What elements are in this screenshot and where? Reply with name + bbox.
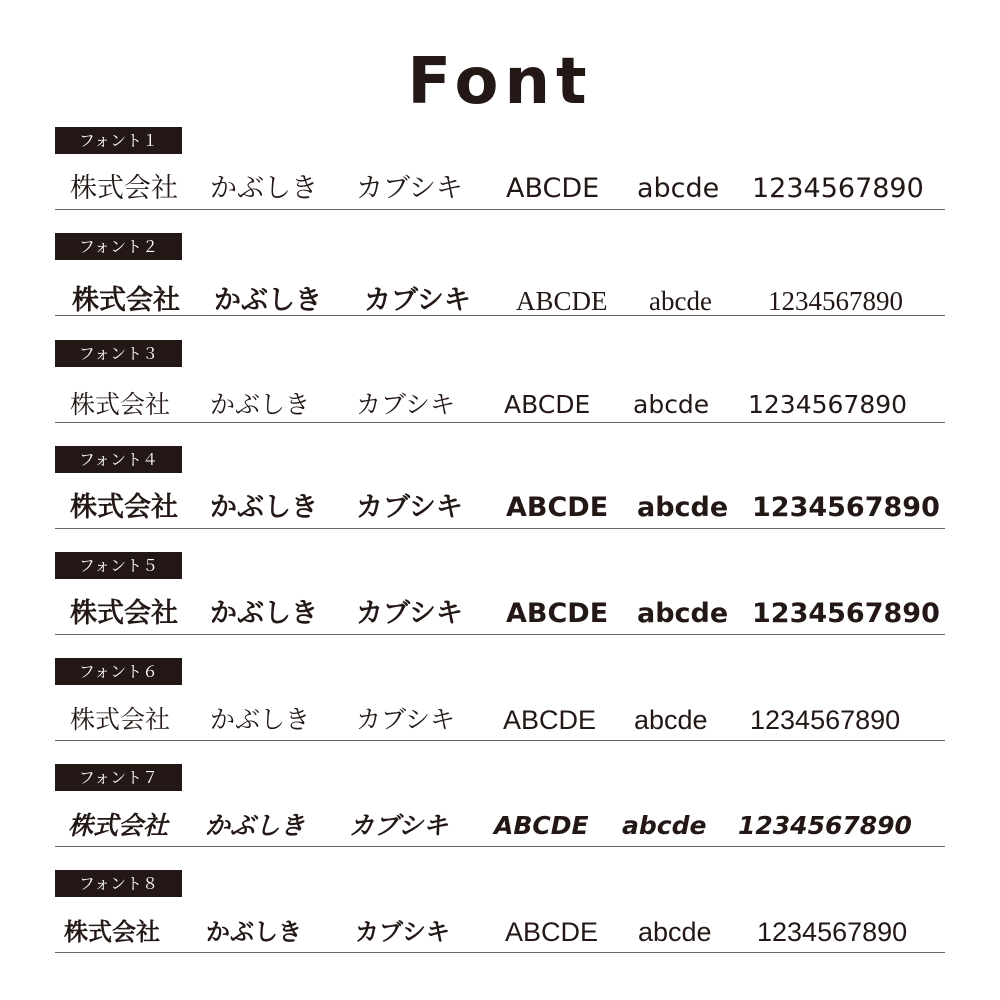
sample-hiragana: かぶしき	[206, 917, 302, 946]
font-sample-row-8	[0, 870, 1000, 976]
font-sample-row-2	[0, 233, 1000, 339]
sample-digits: 1234567890	[738, 811, 912, 840]
font-label-tag: フォント３	[55, 340, 182, 367]
divider-line	[55, 952, 945, 953]
sample-lowercase: abcde	[634, 705, 708, 735]
sample-uppercase: ABCDE	[503, 705, 597, 735]
sample-digits: 1234567890	[752, 173, 924, 204]
sample-katakana: カブシキ	[356, 492, 463, 523]
sample-kanji: 株式会社	[72, 285, 180, 316]
sample-hiragana: かぶしき	[210, 173, 318, 204]
font-label-tag: フォント２	[55, 233, 182, 260]
sample-lowercase: abcde	[637, 492, 729, 523]
sample-digits: 1234567890	[748, 390, 908, 419]
sample-digits: 1234567890	[757, 917, 908, 947]
divider-line	[55, 846, 945, 847]
sample-lowercase: abcde	[638, 917, 712, 947]
sample-uppercase: ABCDE	[506, 492, 609, 523]
sample-katakana: カブシキ	[356, 390, 456, 419]
sample-kanji: 株式会社	[70, 173, 178, 204]
sample-uppercase: ABCDE	[506, 173, 600, 204]
sample-lowercase: abcde	[633, 390, 710, 419]
sample-lowercase: abcde	[637, 173, 720, 204]
sample-digits: 1234567890	[750, 705, 901, 735]
font-sample-row-1	[0, 127, 1000, 233]
font-label-tag: フォント７	[55, 764, 182, 791]
sample-hiragana: かぶしき	[210, 598, 318, 629]
sample-uppercase: ABCDE	[516, 286, 608, 316]
sample-kanji: 株式会社	[70, 598, 178, 629]
sample-lowercase: abcde	[637, 598, 729, 629]
sample-hiragana: かぶしき	[210, 390, 311, 419]
font-label-tag: フォント４	[55, 446, 182, 473]
divider-line	[55, 315, 945, 316]
divider-line	[55, 422, 945, 423]
divider-line	[55, 528, 945, 529]
sample-uppercase: ABCDE	[506, 598, 609, 629]
font-sample-row-4	[0, 446, 1000, 552]
sample-hiragana: かぶしき	[210, 705, 311, 734]
sample-kanji: 株式会社	[70, 705, 171, 734]
font-sample-row-6	[0, 658, 1000, 764]
sample-hiragana: かぶしき	[205, 811, 306, 840]
divider-line	[55, 740, 945, 741]
font-label-tag: フォント１	[55, 127, 182, 154]
sample-kanji: 株式会社	[70, 390, 171, 419]
sample-kanji: 株式会社	[64, 917, 160, 946]
sample-lowercase: abcde	[649, 286, 712, 316]
font-sample-row-3	[0, 340, 1000, 446]
divider-line	[55, 634, 945, 635]
sample-katakana: カブシキ	[355, 917, 451, 946]
sample-katakana: カブシキ	[349, 811, 449, 840]
sample-katakana: カブシキ	[356, 598, 463, 629]
font-label-tag: フォント５	[55, 552, 182, 579]
sample-digits: 1234567890	[752, 492, 940, 523]
sample-hiragana: かぶしき	[210, 492, 318, 523]
font-label-tag: フォント８	[55, 870, 182, 897]
sample-digits: 1234567890	[752, 598, 940, 629]
sample-digits: 1234567890	[768, 286, 903, 316]
sample-uppercase: ABCDE	[505, 917, 599, 947]
sample-uppercase: ABCDE	[494, 811, 589, 840]
sample-katakana: カブシキ	[356, 173, 463, 204]
page-title: Font	[407, 45, 593, 119]
sample-lowercase: abcde	[622, 811, 707, 840]
sample-kanji: 株式会社	[68, 811, 169, 840]
sample-katakana: カブシキ	[356, 705, 456, 734]
sample-uppercase: ABCDE	[504, 390, 591, 419]
sample-katakana: カブシキ	[364, 285, 471, 316]
font-sample-row-5	[0, 552, 1000, 658]
font-sample-row-7	[0, 764, 1000, 870]
font-label-tag: フォント６	[55, 658, 182, 685]
divider-line	[55, 209, 945, 210]
sample-kanji: 株式会社	[70, 492, 178, 523]
sample-hiragana: かぶしき	[214, 285, 322, 316]
